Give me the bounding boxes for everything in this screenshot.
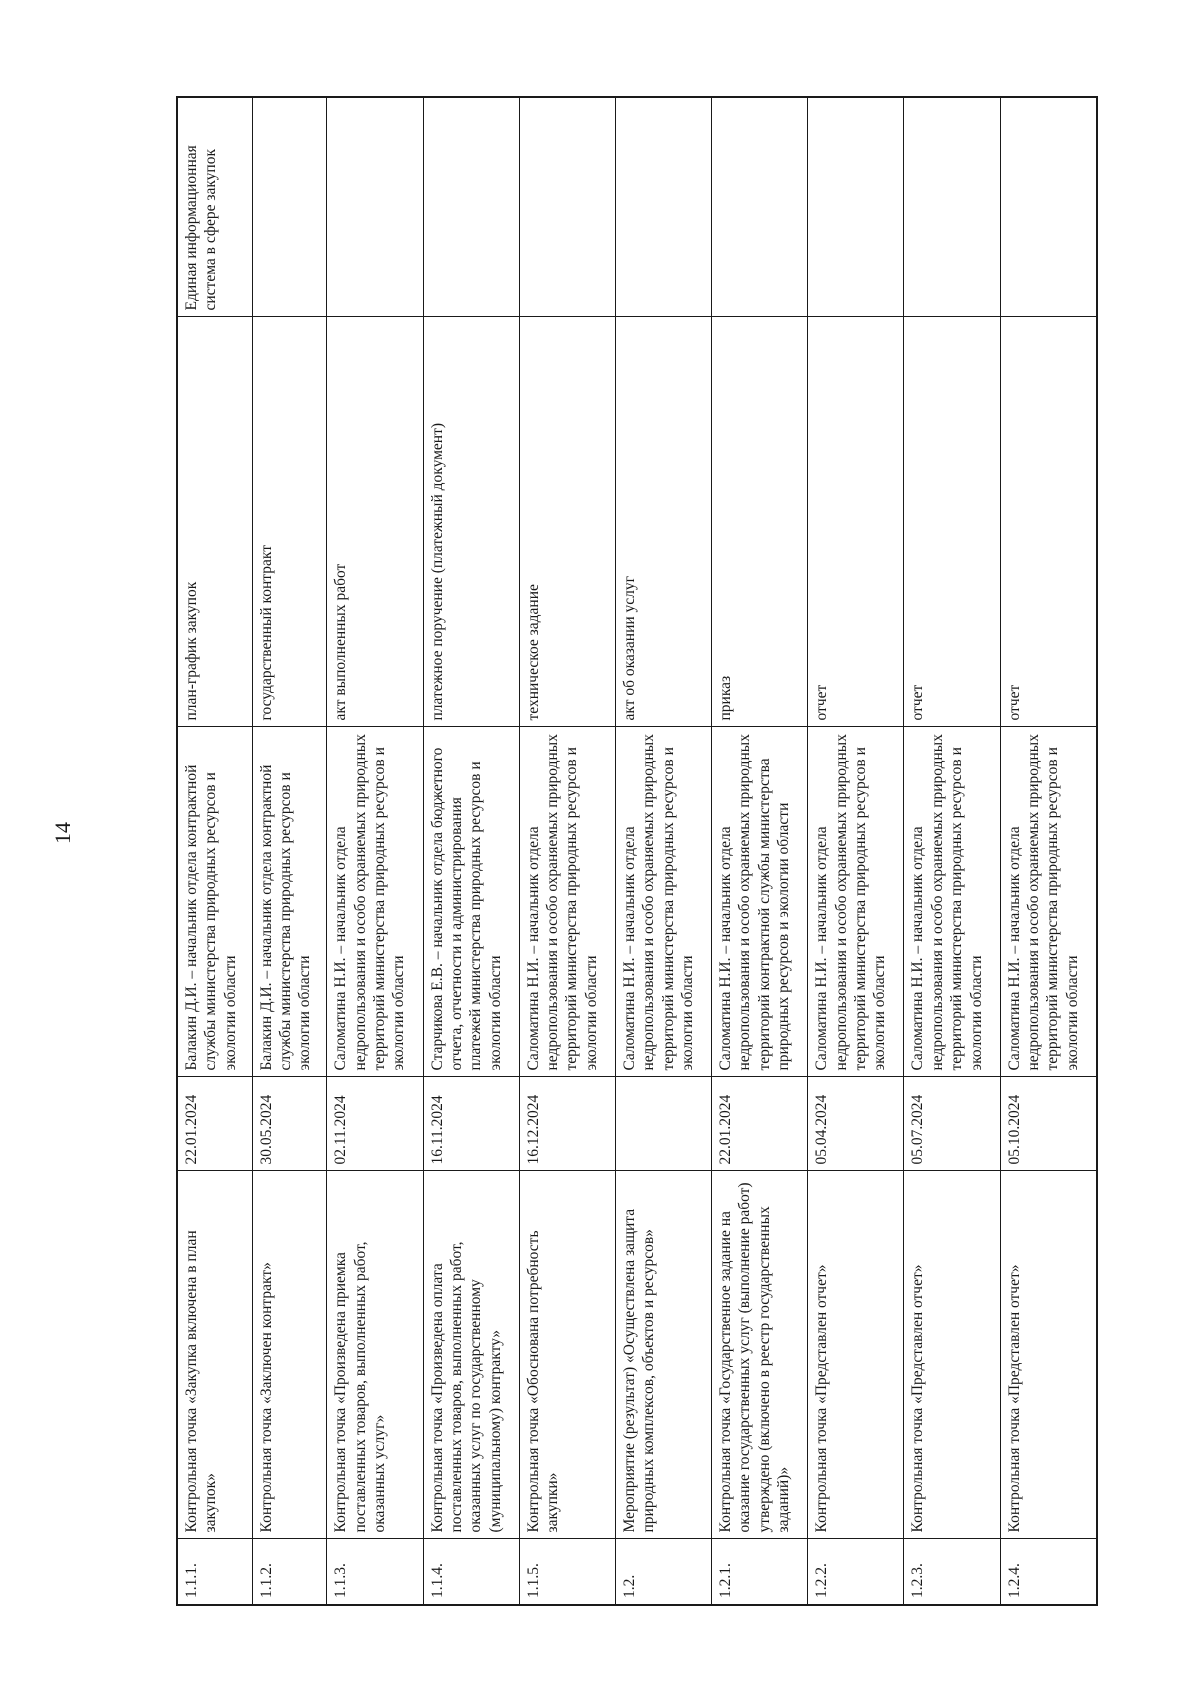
row-number: 1.1.4. — [423, 1539, 519, 1605]
responsible-person: Саломатина Н.И. – начальник отдела недропользования и особо охраняемых природных территорий министерства природных ресурсов и экологии области — [904, 727, 1000, 1077]
table-row — [904, 97, 1000, 1605]
row-number: 1.2.4. — [1000, 1539, 1097, 1605]
confirming-document: акт выполненных работ — [327, 317, 423, 727]
confirming-document: отчет — [904, 317, 1000, 727]
information-system — [423, 97, 519, 317]
due-date: 22.01.2024 — [712, 1077, 808, 1171]
control-point-name: Контрольная точка «Государственное задание на оказание государственных услуг (выполнение работ) утверждено (включено в реестр государственных заданий)» — [712, 1171, 808, 1539]
row-number: 1.1.1. — [177, 1539, 252, 1605]
responsible-person: Саломатина Н.И. – начальник отдела недропользования и особо охраняемых природных территорий министерства природных ресурсов и экологии области — [808, 727, 904, 1077]
responsible-person: Саломатина Н.И. – начальник отдела недропользования и особо охраняемых природных территорий министерства природных ресурсов и экологии области — [615, 727, 711, 1077]
confirming-document: платежное поручение (платежный документ) — [423, 317, 519, 727]
table-row — [808, 97, 904, 1605]
control-point-name: Контрольная точка «Представлен отчет» — [808, 1171, 904, 1539]
responsible-person: Саломатина Н.И. – начальник отдела недропользования и особо охраняемых природных территорий министерства природных ресурсов и экологии области — [519, 727, 615, 1077]
table-row — [327, 97, 423, 1605]
due-date: 16.11.2024 — [423, 1077, 519, 1171]
due-date: 05.10.2024 — [1000, 1077, 1097, 1171]
confirming-document: приказ — [712, 317, 808, 727]
control-point-name: Контрольная точка «Представлен отчет» — [1000, 1171, 1097, 1539]
information-system — [1000, 97, 1097, 317]
control-point-name: Контрольная точка «Представлен отчет» — [904, 1171, 1000, 1539]
table-row — [519, 97, 615, 1605]
table-row — [615, 97, 711, 1605]
control-point-name: Контрольная точка «Заключен контракт» — [252, 1171, 327, 1539]
information-system — [808, 97, 904, 317]
information-system: Единая информационная система в сфере закупок — [177, 97, 252, 317]
due-date: 16.12.2024 — [519, 1077, 615, 1171]
row-number: 1.1.5. — [519, 1539, 615, 1605]
due-date: 05.07.2024 — [904, 1077, 1000, 1171]
information-system — [327, 97, 423, 317]
table-body — [177, 97, 1097, 1605]
control-points-table — [176, 96, 1098, 1606]
responsible-person: Балакин Д.И. – начальник отдела контрактной службы министерства природных ресурсов и экологии области — [177, 727, 252, 1077]
rotated-table-wrapper — [176, 98, 1098, 1606]
confirming-document: государственный контракт — [252, 317, 327, 727]
row-number: 1.2. — [615, 1539, 711, 1605]
information-system — [252, 97, 327, 317]
table-row — [252, 97, 327, 1605]
due-date: 05.04.2024 — [808, 1077, 904, 1171]
confirming-document: отчет — [1000, 317, 1097, 727]
responsible-person: Саломатина Н.И. – начальник отдела недропользования и особо охраняемых природных территорий министерства природных ресурсов и экологии области — [327, 727, 423, 1077]
control-point-name: Контрольная точка «Обоснована потребность закупки» — [519, 1171, 615, 1539]
information-system — [904, 97, 1000, 317]
table-row — [423, 97, 519, 1605]
responsible-person: Саломатина Н.И. – начальник отдела недропользования и особо охраняемых природных территорий контрактной службы министерства природных ресурсов и экологии области — [712, 727, 808, 1077]
information-system — [519, 97, 615, 317]
table-row — [712, 97, 808, 1605]
confirming-document: отчет — [808, 317, 904, 727]
confirming-document: акт об оказании услуг — [615, 317, 711, 727]
responsible-person: Балакин Д.И. – начальник отдела контрактной службы министерства природных ресурсов и экологии области — [252, 727, 327, 1077]
control-point-name: Контрольная точка «Закупка включена в план закупок» — [177, 1171, 252, 1539]
row-number: 1.1.2. — [252, 1539, 327, 1605]
row-number: 1.2.2. — [808, 1539, 904, 1605]
control-point-name: Контрольная точка «Произведена приемка поставленных товаров, выполненных работ, оказанных услуг» — [327, 1171, 423, 1539]
control-point-name: Контрольная точка «Произведена оплата поставленных товаров, выполненных работ, оказанных услуг по государственному (муниципальному) контракту» — [423, 1171, 519, 1539]
control-point-name: Мероприятие (результат) «Осуществлена защита природных комплексов, объектов и ресурсов» — [615, 1171, 711, 1539]
due-date: 02.11.2024 — [327, 1077, 423, 1171]
due-date: 30.05.2024 — [252, 1077, 327, 1171]
information-system — [615, 97, 711, 317]
due-date: 22.01.2024 — [177, 1077, 252, 1171]
responsible-person: Саломатина Н.И. – начальник отдела недропользования и особо охраняемых природных территорий министерства природных ресурсов и экологии области — [1000, 727, 1097, 1077]
row-number: 1.2.3. — [904, 1539, 1000, 1605]
confirming-document: техническое задание — [519, 317, 615, 727]
due-date — [615, 1077, 711, 1171]
row-number: 1.2.1. — [712, 1539, 808, 1605]
information-system — [712, 97, 808, 317]
confirming-document: план-график закупок — [177, 317, 252, 727]
table-row — [177, 97, 252, 1605]
table-row — [1000, 97, 1097, 1605]
responsible-person: Старчикова Е.В. – начальник отдела бюджетного отчета, отчетности и администрирования платежей министерства природных ресурсов и экологии области — [423, 727, 519, 1077]
row-number: 1.1.3. — [327, 1539, 423, 1605]
page-number: 14 — [50, 822, 75, 844]
